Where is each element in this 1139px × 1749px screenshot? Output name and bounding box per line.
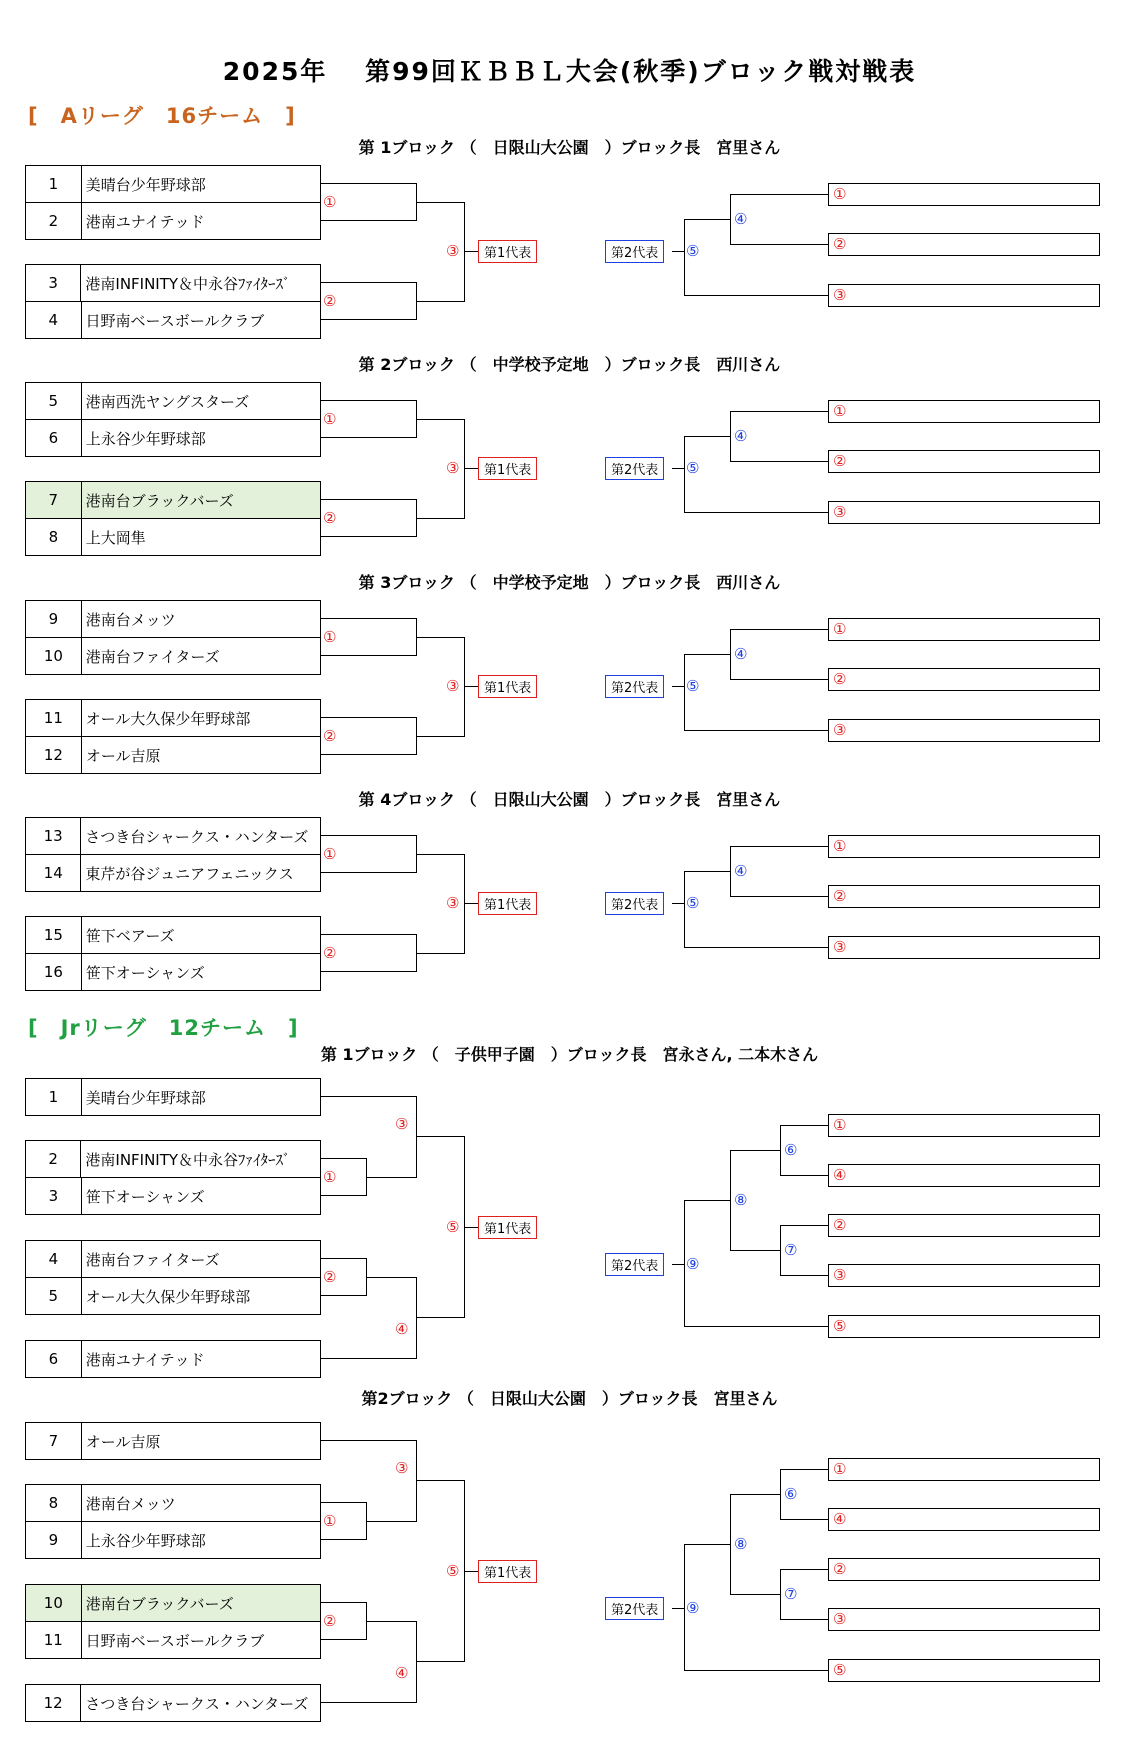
- match-8-label: ⑧: [734, 1535, 748, 1553]
- team-row: [25, 1078, 321, 1116]
- page-title: 2025年 第99回ＫＢＢＬ大会(秋季)ブロック戦対戦表: [222, 57, 917, 86]
- team-row: [25, 1277, 321, 1315]
- bracket-line: [366, 1621, 417, 1622]
- bracket-line: [684, 1670, 829, 1671]
- a-league-label: [ Aリーグ 16チーム ]: [28, 104, 296, 128]
- team-number: 6: [26, 420, 82, 457]
- first-representative-box: 第1代表: [478, 1560, 537, 1583]
- team-number: 5: [26, 1278, 82, 1315]
- bracket-line: [321, 1702, 417, 1703]
- team-number: 3: [26, 1178, 82, 1215]
- team-number: 2: [26, 203, 82, 240]
- bracket-line: [416, 1317, 465, 1318]
- team-number: 10: [26, 638, 82, 675]
- bracket-line: [684, 654, 731, 655]
- team-number: 9: [26, 1522, 82, 1559]
- match-3-label: ③: [446, 242, 460, 260]
- team-row: [25, 1340, 321, 1378]
- bracket-line: [366, 1521, 417, 1522]
- result-slot-label: ③: [833, 503, 847, 521]
- match-1-label: ①: [323, 409, 337, 428]
- team-row: [25, 1684, 321, 1722]
- match-8-label: ⑧: [734, 1191, 748, 1209]
- bracket-line: [780, 1125, 829, 1126]
- team-row: [25, 1484, 321, 1522]
- block-header: 第 4ブロック （ 日限山大公園 ）ブロック長 宮里さん: [358, 790, 781, 809]
- team-name: 港南台ブラックバーズ: [81, 482, 320, 519]
- bracket-line: [321, 536, 417, 537]
- result-slot-label: ⑤: [833, 1317, 847, 1335]
- result-slot-label: ①: [833, 1116, 847, 1134]
- team-name: オール吉原: [81, 1423, 320, 1460]
- bracket-line: [321, 655, 417, 656]
- bracket-line: [321, 183, 417, 184]
- team-number: 9: [26, 601, 82, 638]
- bracket-line: [780, 1469, 829, 1470]
- bracket-line: [416, 1136, 465, 1137]
- team-name: 港南台ブラックバーズ: [81, 1585, 320, 1622]
- team-number: 11: [26, 1622, 82, 1659]
- team-row: [25, 1521, 321, 1559]
- match-5-label: ⑤: [446, 1561, 460, 1580]
- bracket-line: [780, 1225, 829, 1226]
- result-slot-label: ②: [833, 887, 847, 905]
- team-name: 上永谷少年野球部: [81, 1522, 320, 1559]
- team-number: 3: [26, 265, 81, 302]
- team-number: 12: [26, 1685, 81, 1722]
- match-6-label: ⑥: [784, 1141, 798, 1159]
- team-name: 日野南ベースボールクラブ: [81, 1622, 320, 1659]
- bracket-line: [684, 512, 829, 513]
- team-row: [25, 637, 321, 675]
- block-header: 第 1ブロック （ 子供甲子園 ）ブロック長 宮永さん, 二本木さん: [320, 1045, 819, 1064]
- match-3-label: ③: [446, 677, 460, 695]
- bracket-line: [684, 730, 829, 731]
- bracket-line: [464, 468, 479, 469]
- result-slot: [828, 1264, 1100, 1287]
- result-slot-label: ③: [833, 1610, 847, 1628]
- bracket-line: [730, 629, 731, 680]
- match-4-label: ④: [734, 427, 748, 445]
- bracket-line: [321, 282, 417, 283]
- result-slot-label: ①: [833, 620, 847, 638]
- match-1-label: ①: [323, 192, 337, 211]
- bracket-line: [321, 934, 417, 935]
- bracket-line: [730, 629, 829, 630]
- bracket-line: [730, 411, 829, 412]
- bracket-line: [321, 499, 417, 500]
- team-name: 港南ユナイテッド: [81, 1341, 320, 1378]
- bracket-line: [684, 219, 731, 220]
- result-slot: [828, 1458, 1100, 1481]
- bracket-line: [684, 871, 685, 948]
- bracket-line: [416, 953, 465, 954]
- bracket-line: [464, 1571, 479, 1572]
- bracket-line: [684, 436, 685, 513]
- team-name: 港南INFINITY＆中永谷ﾌｧｲﾀｰｽﾞ: [81, 1141, 321, 1178]
- team-number: 11: [26, 700, 82, 737]
- match-4-label: ④: [734, 210, 748, 228]
- match-5-label: ⑤: [686, 677, 700, 695]
- team-number: 6: [26, 1341, 82, 1378]
- match-4-label: ④: [734, 862, 748, 880]
- result-slot: [828, 936, 1100, 959]
- bracket-line: [416, 637, 465, 638]
- result-slot: [828, 501, 1100, 524]
- result-slot: [828, 1659, 1100, 1682]
- team-name: 上永谷少年野球部: [81, 420, 320, 457]
- block-header: 第 3ブロック （ 中学校予定地 ）ブロック長 西川さん: [358, 573, 781, 592]
- second-representative-box: 第2代表: [605, 1597, 664, 1620]
- bracket-line: [730, 846, 829, 847]
- jr-league-label: [ Jrリーグ 12チーム ]: [28, 1016, 299, 1040]
- result-slot: [828, 1164, 1100, 1187]
- bracket-line: [684, 1200, 731, 1201]
- bracket-line: [321, 400, 417, 401]
- bracket-line: [684, 295, 829, 296]
- team-row: [25, 1240, 321, 1278]
- result-slot-label: ②: [833, 235, 847, 253]
- team-number: 5: [26, 383, 82, 420]
- team-row: [25, 1177, 321, 1215]
- bracket-line: [321, 319, 417, 320]
- bracket-line: [416, 202, 465, 203]
- bracket-line: [684, 1200, 685, 1327]
- team-number: 12: [26, 737, 82, 774]
- match-2-label: ②: [323, 1611, 337, 1630]
- team-number: 1: [26, 1079, 82, 1116]
- result-slot: [828, 284, 1100, 307]
- result-slot-label: ④: [833, 1510, 847, 1528]
- result-slot-label: ②: [833, 670, 847, 688]
- match-5-label: ⑤: [686, 459, 700, 477]
- team-name: オール大久保少年野球部: [81, 1278, 320, 1315]
- match-7-label: ⑦: [784, 1241, 798, 1259]
- bracket-line: [416, 736, 465, 737]
- first-representative-box: 第1代表: [478, 892, 537, 915]
- team-number: 8: [26, 519, 82, 556]
- result-slot: [828, 183, 1100, 206]
- result-slot: [828, 618, 1100, 641]
- bracket-line: [730, 1594, 781, 1595]
- second-representative-box: 第2代表: [605, 1253, 664, 1276]
- result-slot-label: ④: [833, 1166, 847, 1184]
- bracket-line: [416, 518, 465, 519]
- match-3-label: ③: [446, 894, 460, 912]
- bracket-line: [730, 461, 829, 462]
- match-3-label: ③: [395, 1115, 409, 1134]
- team-name: 港南台メッツ: [81, 601, 320, 638]
- team-name: 東芹が谷ジュニアフェニックス: [81, 855, 321, 892]
- bracket-line: [464, 251, 479, 252]
- bracket-line: [684, 1544, 685, 1671]
- match-2-label: ②: [323, 726, 337, 745]
- result-slot-label: ③: [833, 286, 847, 304]
- team-name: 上大岡隼: [81, 519, 320, 556]
- bracket-line: [321, 1295, 367, 1296]
- team-number: 2: [26, 1141, 81, 1178]
- team-number: 16: [26, 954, 82, 991]
- team-row: [25, 518, 321, 556]
- bracket-line: [730, 1494, 731, 1595]
- bracket-line: [321, 1639, 367, 1640]
- result-slot: [828, 1558, 1100, 1581]
- result-slot-label: ③: [833, 721, 847, 739]
- match-5-label: ⑤: [686, 242, 700, 260]
- result-slot-label: ③: [833, 938, 847, 956]
- team-name: 港南台ファイターズ: [81, 1241, 320, 1278]
- bracket-line: [321, 1258, 367, 1259]
- bracket-line: [321, 1096, 417, 1097]
- bracket-line: [321, 1195, 367, 1196]
- result-slot-label: ①: [833, 837, 847, 855]
- result-slot: [828, 885, 1100, 908]
- bracket-line: [366, 1177, 417, 1178]
- team-name: オール大久保少年野球部: [81, 700, 320, 737]
- bracket-line: [684, 436, 731, 437]
- bracket-line: [780, 1569, 781, 1620]
- bracket-line: [321, 872, 417, 873]
- team-number: 15: [26, 917, 82, 954]
- team-number: 13: [26, 818, 81, 855]
- first-representative-box: 第1代表: [478, 1216, 537, 1239]
- team-number: 1: [26, 166, 82, 203]
- bracket-line: [321, 1440, 417, 1441]
- team-number: 8: [26, 1485, 82, 1522]
- bracket-line: [780, 1175, 829, 1176]
- bracket-line: [730, 679, 829, 680]
- bracket-line: [321, 220, 417, 221]
- team-name: 笹下オーシャンズ: [81, 954, 320, 991]
- team-name: 港南台ファイターズ: [81, 638, 320, 675]
- bracket-line: [464, 903, 479, 904]
- block-header: 第2ブロック （ 日限山大公園 ）ブロック長 宮里さん: [361, 1389, 778, 1408]
- team-row: [25, 382, 321, 420]
- bracket-line: [730, 1150, 731, 1251]
- result-slot: [828, 668, 1100, 691]
- bracket-line: [416, 1480, 465, 1481]
- bracket-line: [730, 194, 731, 245]
- team-row: [25, 736, 321, 774]
- match-4-label: ④: [395, 1320, 409, 1339]
- bracket-line: [321, 1158, 367, 1159]
- team-name: さつき台シャークス・ハンターズ: [81, 818, 321, 855]
- bracket-line: [730, 896, 829, 897]
- result-slot: [828, 1214, 1100, 1237]
- bracket-line: [321, 1602, 367, 1603]
- match-5-label: ⑤: [686, 894, 700, 912]
- result-slot-label: ②: [833, 1560, 847, 1578]
- team-name: オール吉原: [81, 737, 320, 774]
- bracket-line: [730, 1494, 781, 1495]
- team-name: 港南西洗ヤングスターズ: [81, 383, 320, 420]
- bracket-line: [366, 1277, 417, 1278]
- bracket-line: [321, 754, 417, 755]
- match-9-label: ⑨: [686, 1254, 700, 1273]
- team-row: [25, 419, 321, 457]
- result-slot: [828, 233, 1100, 256]
- team-name: 美晴台少年野球部: [81, 166, 320, 203]
- first-representative-box: 第1代表: [478, 240, 537, 263]
- team-row: [25, 1621, 321, 1659]
- match-1-label: ①: [323, 1167, 337, 1186]
- bracket-line: [321, 1502, 367, 1503]
- bracket-line: [684, 219, 685, 296]
- result-slot: [828, 1608, 1100, 1631]
- result-slot: [828, 400, 1100, 423]
- bracket-line: [321, 1539, 367, 1540]
- team-row: [25, 699, 321, 737]
- bracket-line: [321, 618, 417, 619]
- match-2-label: ②: [323, 508, 337, 527]
- first-representative-box: 第1代表: [478, 675, 537, 698]
- match-1-label: ①: [323, 627, 337, 646]
- second-representative-box: 第2代表: [605, 457, 664, 480]
- match-7-label: ⑦: [784, 1585, 798, 1603]
- team-row: [25, 481, 321, 519]
- result-slot: [828, 450, 1100, 473]
- result-slot-label: ③: [833, 1266, 847, 1284]
- team-name: さつき台シャークス・ハンターズ: [81, 1685, 321, 1722]
- bracket-line: [321, 717, 417, 718]
- block-header: 第 2ブロック （ 中学校予定地 ）ブロック長 西川さん: [358, 355, 781, 374]
- team-number: 4: [26, 302, 82, 339]
- team-row: [25, 854, 321, 892]
- second-representative-box: 第2代表: [605, 892, 664, 915]
- team-row: [25, 817, 321, 855]
- team-number: 7: [26, 1423, 82, 1460]
- result-slot-label: ②: [833, 452, 847, 470]
- match-9-label: ⑨: [686, 1598, 700, 1617]
- bracket-line: [780, 1225, 781, 1276]
- bracket-line: [780, 1275, 829, 1276]
- team-row: [25, 264, 321, 302]
- team-row: [25, 953, 321, 991]
- bracket-line: [780, 1469, 781, 1520]
- team-row: [25, 1422, 321, 1460]
- team-row: [25, 301, 321, 339]
- team-number: 7: [26, 482, 82, 519]
- team-name: 港南INFINITY＆中永谷ﾌｧｲﾀｰｽﾞ: [81, 265, 321, 302]
- result-slot: [828, 1315, 1100, 1338]
- team-number: 10: [26, 1585, 82, 1622]
- team-row: [25, 1140, 321, 1178]
- match-2-label: ②: [323, 291, 337, 310]
- team-row: [25, 165, 321, 203]
- team-name: 港南ユナイテッド: [81, 203, 320, 240]
- result-slot-label: ①: [833, 402, 847, 420]
- bracket-line: [684, 1544, 731, 1545]
- bracket-line: [730, 846, 731, 897]
- match-5-label: ⑤: [446, 1217, 460, 1236]
- team-row: [25, 1584, 321, 1622]
- bracket-line: [780, 1619, 829, 1620]
- bracket-line: [464, 686, 479, 687]
- bracket-line: [730, 194, 829, 195]
- bracket-line: [780, 1519, 829, 1520]
- bracket-line: [780, 1569, 829, 1570]
- result-slot: [828, 719, 1100, 742]
- bracket-line: [684, 871, 731, 872]
- match-4-label: ④: [734, 645, 748, 663]
- second-representative-box: 第2代表: [605, 240, 664, 263]
- match-1-label: ①: [323, 1511, 337, 1530]
- match-1-label: ①: [323, 844, 337, 863]
- team-row: [25, 202, 321, 240]
- result-slot-label: ⑤: [833, 1661, 847, 1679]
- bracket-line: [780, 1125, 781, 1176]
- match-4-label: ④: [395, 1664, 409, 1683]
- bracket-line: [321, 835, 417, 836]
- bracket-line: [684, 654, 685, 731]
- bracket-line: [321, 971, 417, 972]
- team-row: [25, 600, 321, 638]
- team-name: 港南台メッツ: [81, 1485, 320, 1522]
- team-name: 笹下オーシャンズ: [81, 1178, 320, 1215]
- result-slot: [828, 1114, 1100, 1137]
- match-2-label: ②: [323, 1267, 337, 1286]
- result-slot-label: ①: [833, 1460, 847, 1478]
- team-row: [25, 916, 321, 954]
- block-header: 第 1ブロック （ 日限山大公園 ）ブロック長 宮里さん: [358, 138, 781, 157]
- first-representative-box: 第1代表: [478, 457, 537, 480]
- result-slot: [828, 1508, 1100, 1531]
- team-name: 美晴台少年野球部: [81, 1079, 320, 1116]
- bracket-line: [416, 419, 465, 420]
- bracket-line: [321, 437, 417, 438]
- team-number: 14: [26, 855, 81, 892]
- bracket-line: [684, 947, 829, 948]
- bracket-line: [730, 411, 731, 462]
- bracket-line: [416, 1661, 465, 1662]
- team-number: 4: [26, 1241, 82, 1278]
- team-name: 笹下ベアーズ: [81, 917, 320, 954]
- match-2-label: ②: [323, 943, 337, 962]
- bracket-line: [684, 1326, 829, 1327]
- second-representative-box: 第2代表: [605, 675, 664, 698]
- bracket-line: [321, 1358, 417, 1359]
- bracket-line: [730, 1150, 781, 1151]
- match-3-label: ③: [446, 459, 460, 477]
- result-slot: [828, 835, 1100, 858]
- bracket-line: [464, 1227, 479, 1228]
- result-slot-label: ②: [833, 1216, 847, 1234]
- result-slot-label: ①: [833, 185, 847, 203]
- match-3-label: ③: [395, 1459, 409, 1478]
- match-6-label: ⑥: [784, 1485, 798, 1503]
- team-name: 日野南ベースボールクラブ: [81, 302, 320, 339]
- bracket-line: [730, 244, 829, 245]
- bracket-line: [416, 854, 465, 855]
- bracket-line: [416, 301, 465, 302]
- bracket-line: [730, 1250, 781, 1251]
